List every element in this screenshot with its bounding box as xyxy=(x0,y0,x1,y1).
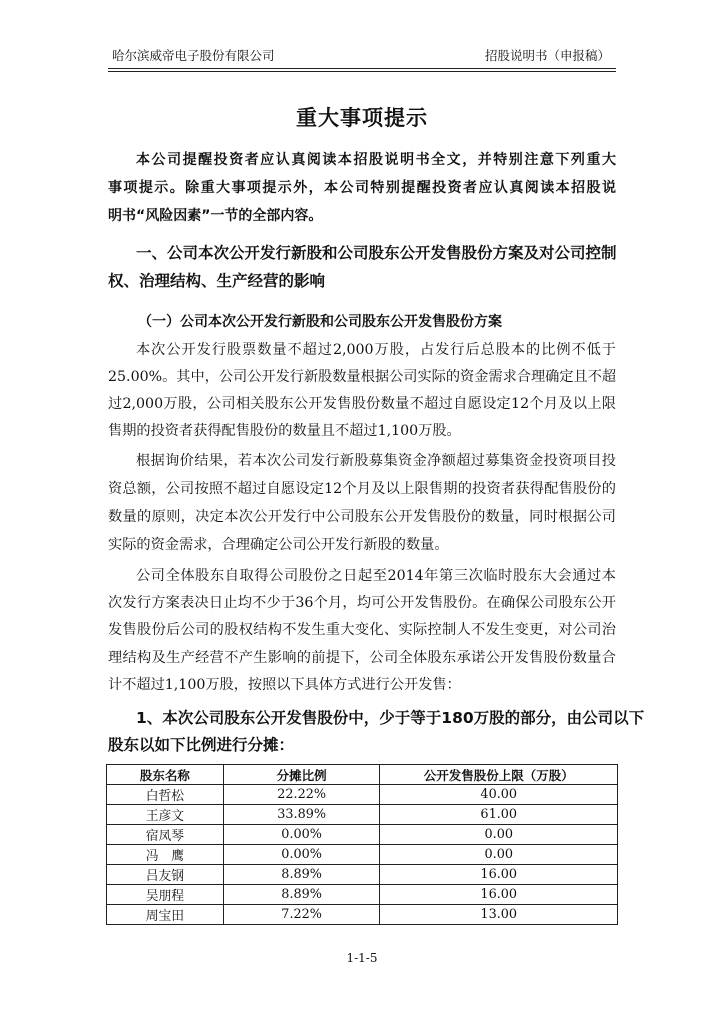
share-limit: 13.00 xyxy=(380,905,618,925)
document-type: 招股说明书（申报稿） xyxy=(484,48,610,63)
shareholder-name: 宿凤琴 xyxy=(107,825,224,845)
share-limit: 16.00 xyxy=(380,865,618,885)
shareholder-name: 白哲松 xyxy=(107,785,224,805)
header-rule xyxy=(108,68,616,69)
section-heading: 权、治理结构、生产经营的影响 xyxy=(108,272,326,290)
shareholder-table xyxy=(106,764,618,925)
table-row xyxy=(107,845,618,865)
table-row xyxy=(107,905,618,925)
paragraph-line: 25.00%。其中，公司公开发行新股数量根据公司实际的资金需求合理确定且不超 xyxy=(108,369,617,385)
allocation-ratio: 7.22% xyxy=(223,905,380,925)
share-limit: 40.00 xyxy=(380,785,618,805)
table-row xyxy=(107,825,618,845)
paragraph-line: 数量的原则，决定本次公开发行中公司股东公开发售股份的数量，同时根据公司 xyxy=(108,509,616,525)
allocation-ratio: 22.22% xyxy=(223,785,380,805)
paragraph-line: 公司全体股东自取得公司股份之日起至2014年第三次临时股东大会通过本 xyxy=(136,568,616,584)
table-row xyxy=(107,785,618,805)
paragraph-line: 售期的投资者获得配售股份的数量且不超过1,100万股。 xyxy=(108,423,461,439)
page-title: 重大事项提示 xyxy=(296,106,428,130)
paragraph-line: 实际的资金需求，合理确定公司公开发行新股的数量。 xyxy=(108,537,449,553)
share-limit: 0.00 xyxy=(380,825,618,845)
table-row xyxy=(107,805,618,825)
allocation-ratio: 0.00% xyxy=(223,845,380,865)
allocation-ratio: 8.89% xyxy=(223,885,380,905)
allocation-ratio: 8.89% xyxy=(223,865,380,885)
header-rule-thin xyxy=(108,71,616,72)
paragraph-line: 资总额，公司按照不超过自愿设定12个月及以上限售期的投资者获得配售股份的 xyxy=(108,481,616,497)
share-limit: 16.00 xyxy=(380,885,618,905)
intro-line: 本公司提醒投资者应认真阅读本招股说明书全文，并特别注意下列重大 xyxy=(136,152,616,168)
table-row xyxy=(107,865,618,885)
paragraph-line: 本次公开发行股票数量不超过2,000万股，占发行后总股本的比例不低于 xyxy=(136,342,616,358)
shareholder-name: 冯 鹰 xyxy=(107,845,224,865)
subsection-heading: （一）公司本次公开发行新股和公司股东公开发售股份方案 xyxy=(138,314,502,330)
company-name: 哈尔滨威帝电子股份有限公司 xyxy=(112,48,275,63)
section-heading: 一、公司本次公开发行新股和公司股东公开发售股份方案及对公司控制 xyxy=(136,244,617,262)
paragraph-line: 计不超过1,100万股，按照以下具体方式进行公开发售： xyxy=(108,677,461,693)
allocation-ratio: 33.89% xyxy=(223,805,380,825)
shareholder-name: 周宝田 xyxy=(107,905,224,925)
allocation-ratio: 0.00% xyxy=(223,825,380,845)
share-limit: 0.00 xyxy=(380,845,618,865)
table-row xyxy=(107,885,618,905)
table-header-row xyxy=(107,765,618,785)
page-number: 1-1-5 xyxy=(346,951,378,965)
share-limit: 61.00 xyxy=(380,805,618,825)
shareholder-name: 王彦文 xyxy=(107,805,224,825)
page-header xyxy=(108,46,616,66)
paragraph-line: 理结构及生产经营不产生影响的前提下，公司全体股东承诺公开发售股份数量合 xyxy=(108,650,616,666)
paragraph-line: 次发行方案表决日止均不少于36个月，均可公开发售股份。在确保公司股东公开 xyxy=(108,595,616,611)
paragraph-line: 根据询价结果，若本次公司发行新股募集资金净额超过募集资金投资项目投 xyxy=(136,453,616,469)
intro-line: 事项提示。除重大事项提示外，本公司特别提醒投资者应认真阅读本招股说 xyxy=(108,180,616,196)
paragraph-line: 发售股份后公司的股权结构不发生重大变化、实际控制人不发生变更，对公司治 xyxy=(108,622,616,638)
point-heading: 股东以如下比例进行分摊： xyxy=(108,736,295,754)
point-heading: 1、本次公司股东公开发售股份中，少于等于180万股的部分，由公司以下 xyxy=(136,709,645,727)
column-header: 股东名称 xyxy=(107,765,224,785)
column-header: 分摊比例 xyxy=(223,765,380,785)
paragraph-line: 过2,000万股，公司相关股东公开发售股份数量不超过自愿设定12个月及以上限 xyxy=(108,396,616,412)
shareholder-name: 吕友钢 xyxy=(107,865,224,885)
column-header: 公开发售股份上限（万股） xyxy=(380,765,618,785)
intro-line: 明书“风险因素”一节的全部内容。 xyxy=(108,208,323,224)
shareholder-name: 吴朋程 xyxy=(107,885,224,905)
